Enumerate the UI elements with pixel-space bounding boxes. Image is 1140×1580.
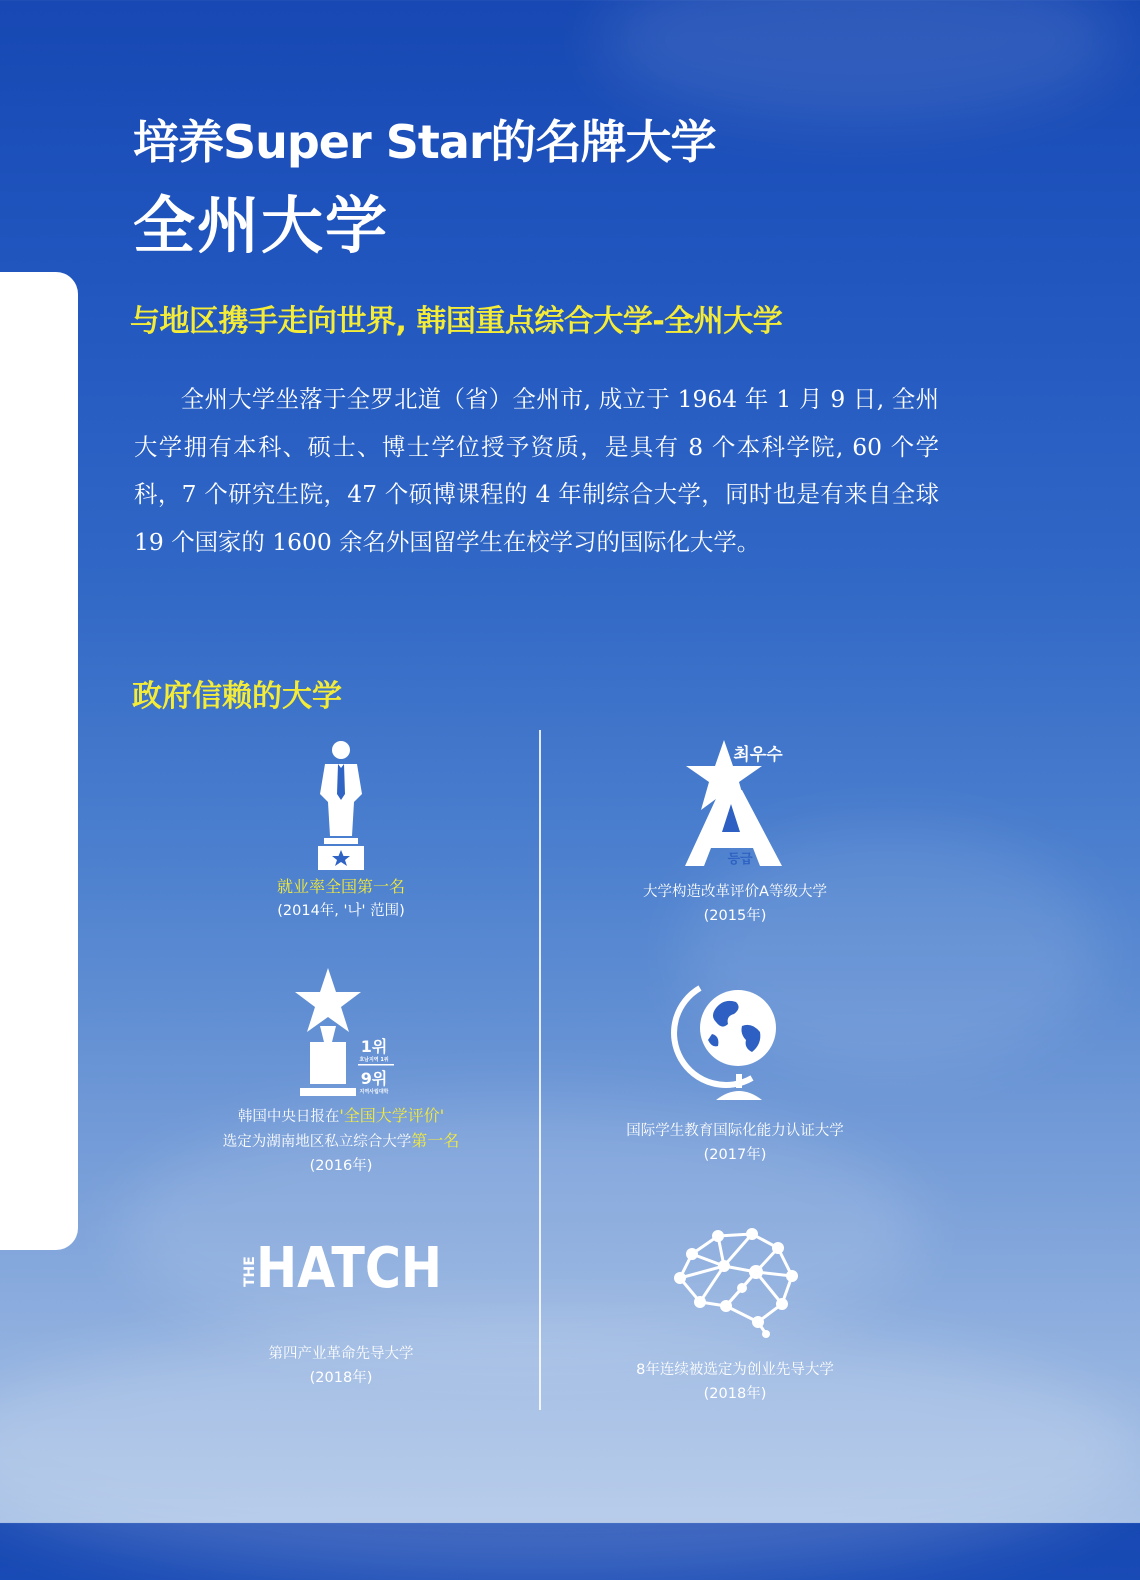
- joongang-caption: [171, 1104, 511, 1178]
- star-a-badge-icon: [686, 740, 786, 868]
- joongang-line2-highlight: 第一名: [411, 1131, 460, 1150]
- side-tab: [0, 272, 78, 1250]
- employment-highlight: 就业率全国第一名: [276, 877, 405, 896]
- cloud: [600, 0, 1120, 120]
- startup-line2: (2018年): [703, 1386, 767, 1402]
- star-trophy-icon: [292, 966, 402, 1098]
- intro-paragraph: 全州大学坐落于全罗北道（省）全州市, 成立于 1964 年 1 月 9 日, 全州大学拥有本科、硕士、博士学位授予资质，是具有 8 个本科学院, 60 个学科，7 个研究生院，47 个硕博课程的 4 年制综合大学，同时也是有来自全球 19 个国家的 1600 余名外国留学生在校学习的国际化大学。: [134, 385, 939, 556]
- joongang-line3: (2016年): [309, 1158, 373, 1174]
- global-line2: (2017年): [703, 1147, 767, 1163]
- cloud: [0, 1320, 1140, 1580]
- grade-a-line2: (2015年): [703, 908, 767, 924]
- startup-line1: 8年连续被选定为创业先导大学: [636, 1362, 834, 1378]
- hatch-line1: 第四产业革命先导大学: [268, 1346, 414, 1362]
- column-divider: [539, 730, 541, 1410]
- joongang-line1-highlight: '全国大学评价': [339, 1106, 445, 1125]
- hatch-caption: [191, 1342, 491, 1390]
- global-caption: [585, 1119, 885, 1167]
- global-line1: 国际学生教育国际化能力认证大学: [626, 1123, 844, 1139]
- startup-caption: [585, 1358, 885, 1406]
- rank-bottom-sub: 지역사립대학: [359, 1089, 389, 1095]
- rank-top: 1위: [360, 1037, 388, 1056]
- grade-a-caption: [585, 880, 885, 928]
- hatch-line2: (2018年): [309, 1370, 373, 1386]
- joongang-line1-prefix: 韩国中央日报在: [237, 1109, 340, 1125]
- hatch-logo-icon: [240, 1236, 444, 1301]
- oscar-trophy-icon: [305, 740, 377, 872]
- joongang-line2-prefix: 选定为湖南地区私立综合大学: [222, 1134, 412, 1150]
- rank-top-sub: 호남지역 1위: [359, 1057, 389, 1063]
- hatch-logo-the: THE: [242, 1256, 258, 1287]
- page-title-line2: 全州大学: [133, 189, 390, 262]
- employment-caption: [191, 875, 491, 923]
- employment-detail: (2014年, '나' 范围): [277, 903, 405, 919]
- section-title: 政府信赖的大学: [132, 679, 342, 714]
- network-brain-icon: [672, 1226, 800, 1338]
- intro-subtitle: 与地区携手走向世界, 韩国重点综合大学-全州大学: [130, 304, 783, 339]
- rank-bottom: 9위: [360, 1069, 388, 1088]
- globe-icon: [682, 978, 788, 1104]
- hatch-logo-main: HATCH: [256, 1236, 442, 1301]
- badge-bottom-label: 등급: [727, 852, 753, 867]
- badge-top-label: 최우수: [733, 745, 783, 765]
- page-title-line1: 培养Super Star的名牌大学: [133, 115, 716, 169]
- grade-a-line1: 大学构造改革评价A等级大学: [643, 884, 827, 900]
